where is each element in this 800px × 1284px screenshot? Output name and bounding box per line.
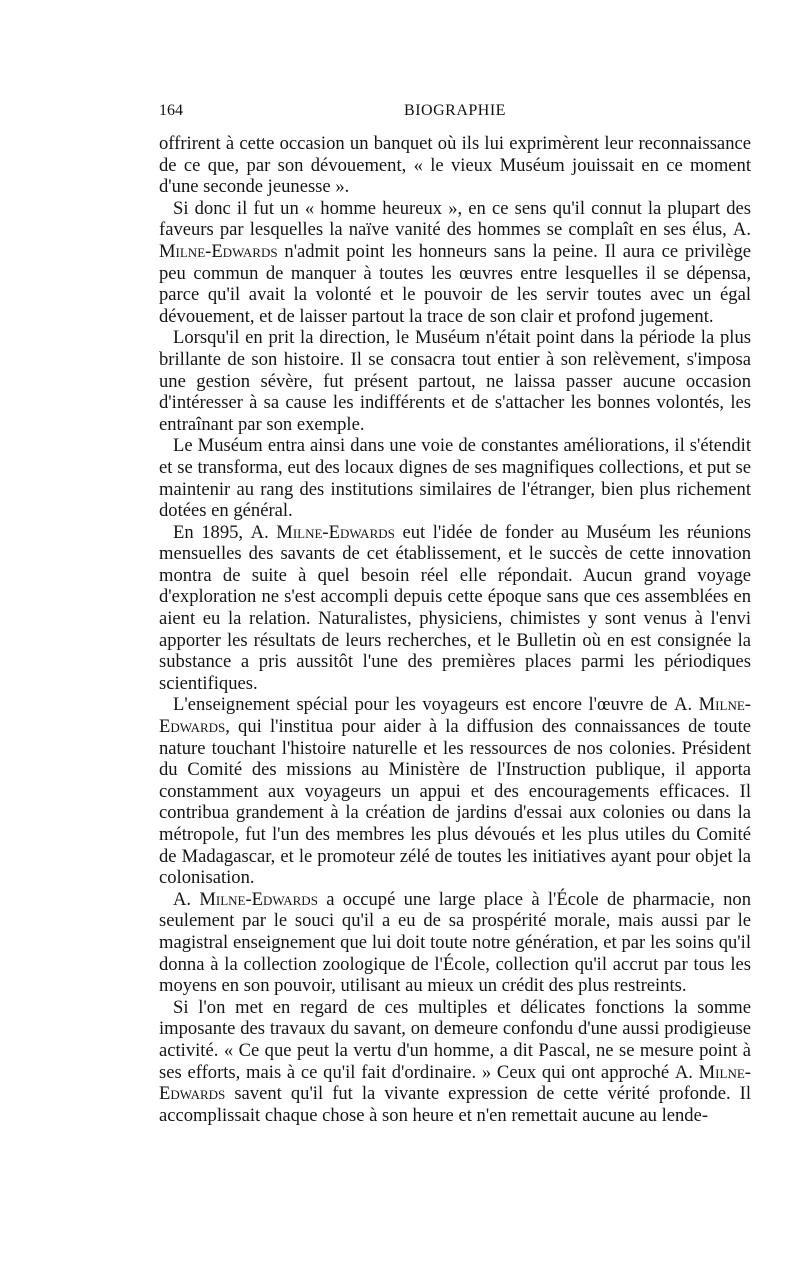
author-name: A. Milne-Edwards xyxy=(159,1061,751,1105)
paragraph-1: offrirent à cette occasion un banquet où ils lui exprimèrent leur reconnaissance de ce que, par son dévouement, « le vieux Muséum jouissait en ce moment d'une seconde jeunesse ». xyxy=(159,133,751,198)
paragraph-5: En 1895, A. Milne-Edwards eut l'idée de fonder au Muséum les réunions mensuelles des savants de cet établissement, et le succès de cette innovation montra de suite à quel besoin réel elle répondait. Aucun grand voyage d'exploration ne s'est accompli depuis cette époque sans que ces assemblées en aient eu la relation. Naturalistes, physiciens, chimistes y sont venus à l'envi apporter les résultats de leurs recherches, et le Bulletin où en est consignée la substance a pris aussitôt l'une des premières places parmi les périodiques scientifiques. xyxy=(159,521,752,694)
paragraph-6: L'enseignement spécial pour les voyageurs est encore l'œuvre de A. Milne-Edwards, qui l'institua pour aider à la diffusion des connaissances de toute nature touchant l'histoire naturelle et les ressources de nos colonies. Président du Comité des missions au Ministère de l'Instruction publique, il apporta constamment aux voyageurs un appui et des encouragements efficaces. Il contribua grandement à la création de jardins d'essai aux colonies ou dans la métropole, fut l'un des membres les plus dévoués et les plus utiles du Comité de Madagascar, et le promoteur zélé de toutes les initiatives ayant pour objet la colonisation. xyxy=(159,694,751,889)
paragraph-8: Si l'on met en regard de ces multiples et délicates fonctions la somme imposante des travaux du savant, on demeure confondu d'une aussi prodigieuse activité. « Ce que peut la vertu d'un homme, a dit Pascal, ne se mesure point à ses efforts, mais à ce qu'il fait d'ordinaire. » Ceux qui ont approché A. Milne-Edwards savent qu'il fut la vivante expression de cette vérité profonde. Il accomplissait chaque chose à son heure et n'en remettait aucune au lende- xyxy=(159,996,751,1126)
author-name: A. Milne-Edwards xyxy=(159,694,751,738)
paragraph-7: A. Milne-Edwards a occupé une large place à l'École de pharmacie, non seulement par le souci qu'il a eu de sa prospérité morale, mais aussi par le magistral enseignement que lui doit toute notre génération, et par les soins qu'il donna à la collection zoologique de l'École, collection qu'il accrut par tous les moyens en son pouvoir, utilisant au mieux un crédit des plus restreints. xyxy=(159,888,751,997)
body-text xyxy=(159,133,751,1126)
page-number: 164 xyxy=(159,102,183,119)
paragraph-2: Si donc il fut un « homme heureux », en ce sens qu'il connut la plupart des faveurs par lesquelles la naïve vanité des hommes se complaît en ses élus, A. Milne-Edwards n'admit point les honneurs sans la peine. Il aura ce privilège peu commun de manquer à toutes les œuvres entre lesquelles il se dépensa, parce qu'il avait la volonté et le pouvoir de les servir toutes avec un égal dévouement, et de laisser partout la trace de son clair et profond jugement. xyxy=(159,197,751,327)
paragraph-4: Le Muséum entra ainsi dans une voie de constantes améliorations, il s'étendit et se transforma, eut des locaux dignes de ses magnifiques collections, et put se maintenir au rang des institutions similaires de l'étranger, bien plus richement dotées en général. xyxy=(159,435,751,522)
running-title: BIOGRAPHIE xyxy=(404,102,506,119)
running-header xyxy=(159,102,751,126)
paragraph-3: Lorsqu'il en prit la direction, le Muséum n'était point dans la période la plus brillante de son histoire. Il se consacra tout entier à son relèvement, s'imposa une gestion sévère, fut présent partout, ne laissa passer aucune occasion d'intéresser à sa cause les indifférents et de s'attacher les bonnes volontés, les entraînant par son exemple. xyxy=(159,327,751,435)
author-name: A. Milne-Edwards xyxy=(250,521,395,543)
author-name: A. Milne-Edwards xyxy=(159,219,751,262)
author-name: A. Milne-Edwards xyxy=(173,888,318,910)
